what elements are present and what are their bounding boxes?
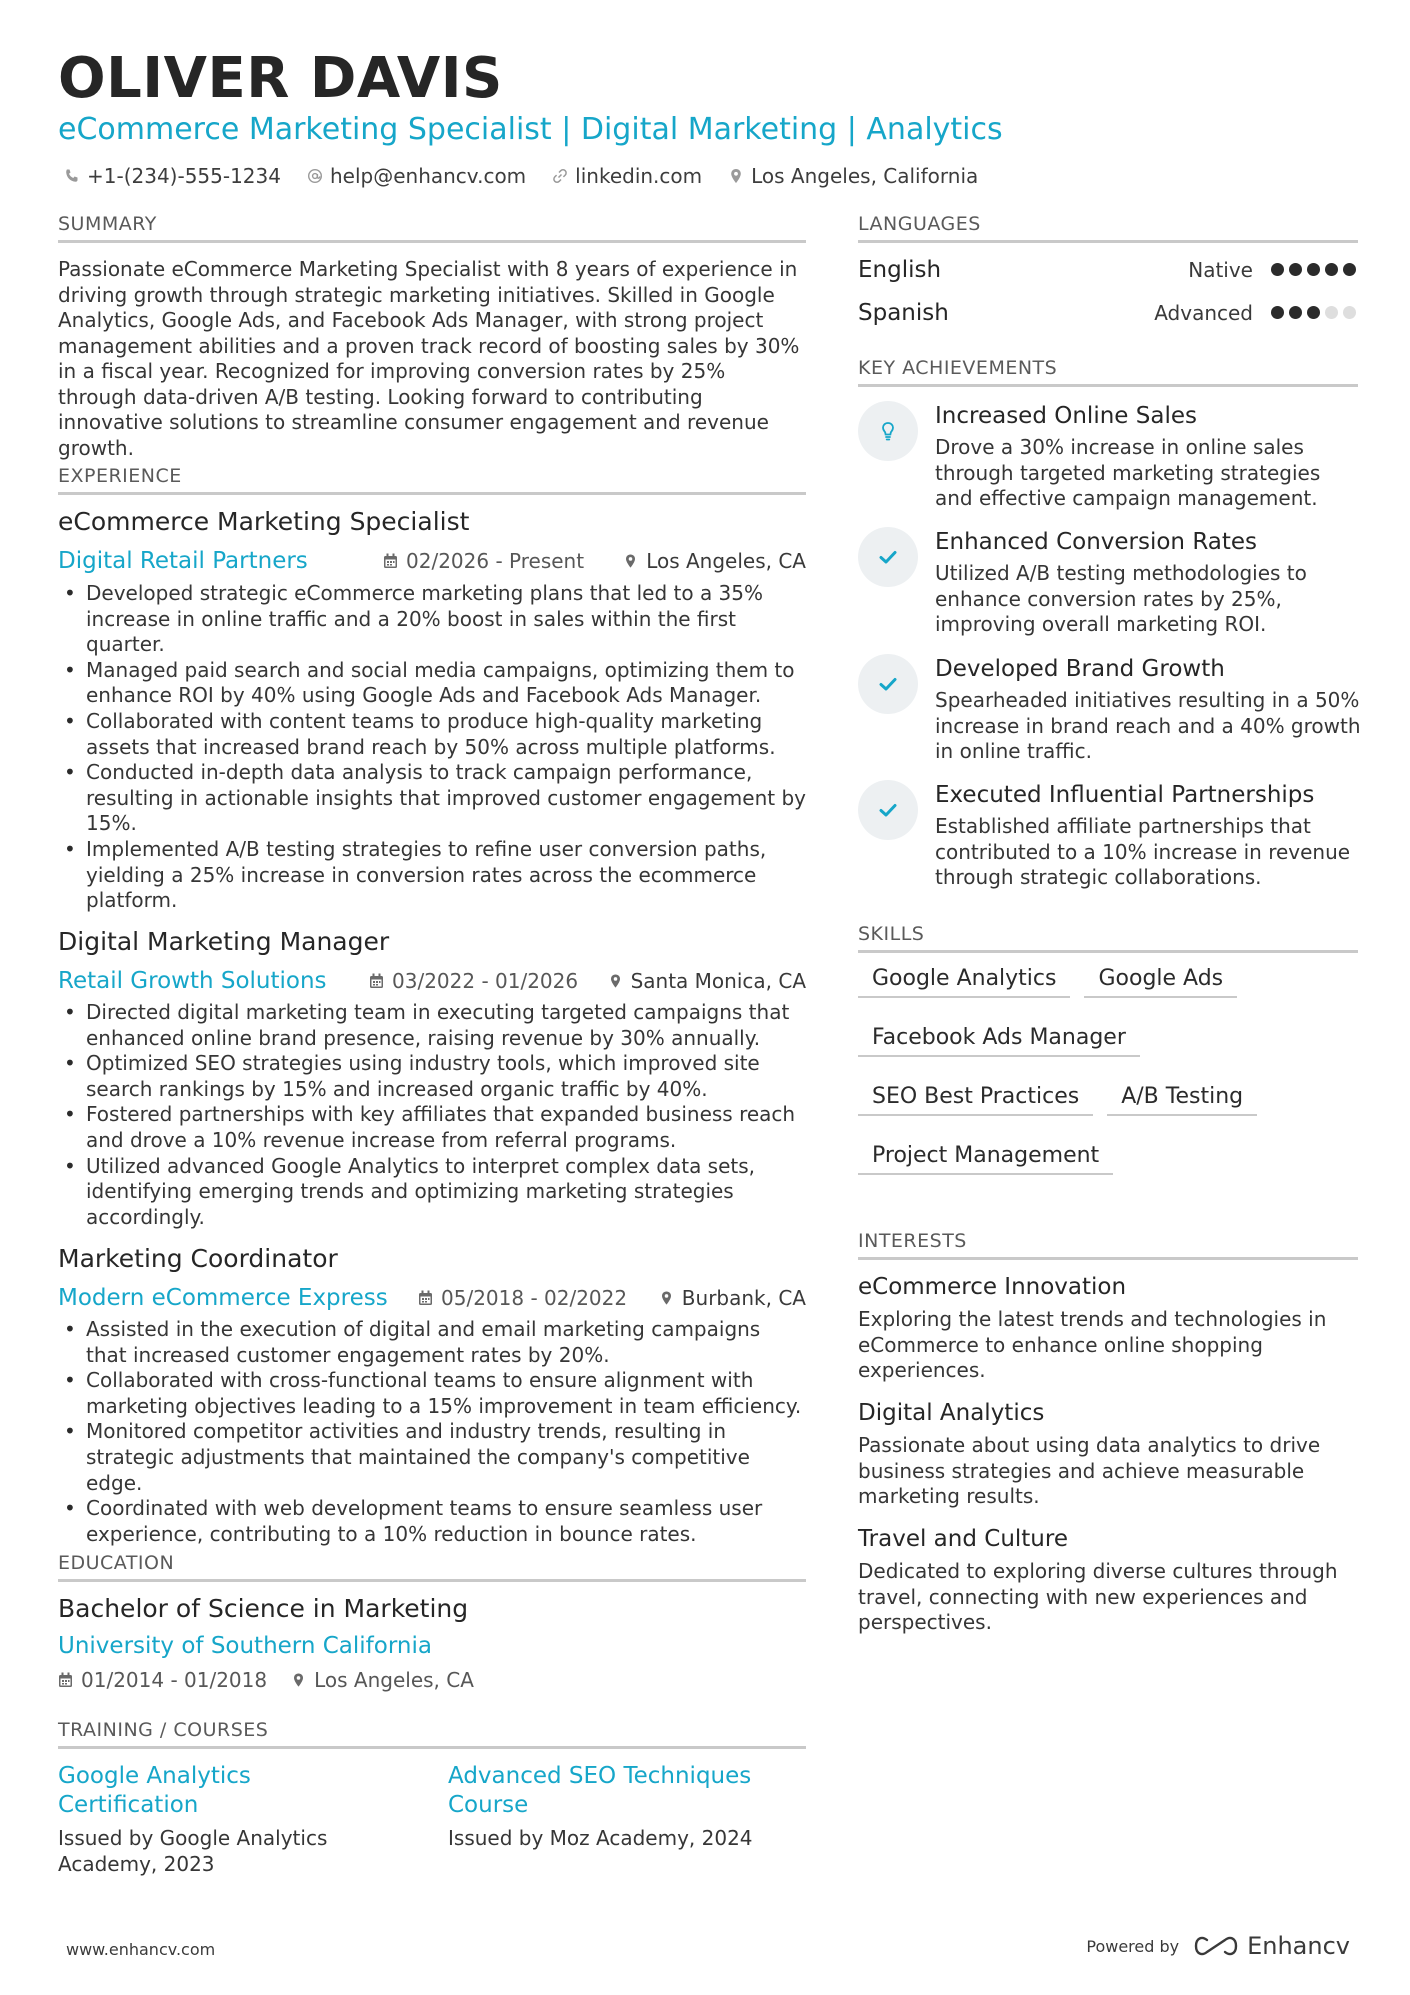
location-text: Los Angeles, California <box>751 164 979 188</box>
interest-desc: Exploring the latest trends and technologies in eCommerce to enhance online shopping experiences. <box>858 1307 1327 1382</box>
job-bullets <box>58 581 806 914</box>
achievements-heading: KEY ACHIEVEMENTS <box>858 356 1358 387</box>
achievement-title: Enhanced Conversion Rates <box>935 529 1258 555</box>
interests-heading: INTERESTS <box>858 1229 1358 1260</box>
phone-icon <box>64 168 80 184</box>
rating-dot-filled <box>1343 263 1356 276</box>
rating-dot-filled <box>1271 263 1284 276</box>
list-item: • Optimized SEO strategies using industry tools, which improved site search rankings by 15% and increased organic traffic by 40%. <box>58 1051 806 1102</box>
job-dates <box>369 968 578 994</box>
interest-title: eCommerce Innovation <box>858 1274 1127 1300</box>
enhancv-logo-icon <box>1193 1935 1239 1957</box>
email-text: help@enhancv.com <box>329 164 527 188</box>
rating-dot-filled <box>1325 263 1338 276</box>
course-item <box>58 1762 398 1877</box>
skill-tag: SEO Best Practices <box>858 1082 1093 1116</box>
experience-heading: EXPERIENCE <box>58 464 806 495</box>
list-item: • Directed digital marketing team in executing targeted campaigns that enhanced online brand presence, raising revenue by 30% annually. <box>58 1000 806 1051</box>
powered-by-text: Powered by <box>1086 1936 1180 1956</box>
skill-tag: Google Analytics <box>858 964 1070 998</box>
school-name[interactable]: University of Southern California <box>58 1633 432 1659</box>
job-location-text: Burbank, CA <box>681 1286 806 1310</box>
brand-name: Enhancv <box>1247 1932 1350 1960</box>
job-meta <box>58 546 806 576</box>
list-item: • Assisted in the execution of digital and email marketing campaigns that increased customer engagement rates by 20%. <box>58 1317 806 1368</box>
company-name[interactable]: Retail Growth Solutions <box>58 968 327 994</box>
summary-heading: SUMMARY <box>58 212 806 243</box>
check-icon <box>876 672 900 696</box>
achievement-icon-badge <box>858 527 918 587</box>
list-item: • Fostered partnerships with key affiliates that expanded business reach and drove a 10% revenue increase from referral programs. <box>58 1102 806 1153</box>
link-icon <box>552 168 568 184</box>
course-title[interactable]: Advanced SEO Techniques Course <box>448 1763 752 1818</box>
job-dates <box>418 1285 627 1311</box>
location-pin-icon <box>623 553 638 569</box>
contact-linkedin[interactable] <box>552 162 702 190</box>
achievement-desc: Established affiliate partnerships that contributed to a 10% increase in revenue through strategic collaborations. <box>935 814 1351 890</box>
list-item: • Collaborated with cross-functional teams to ensure alignment with marketing objectives leading to a 15% improvement in team efficiency. <box>58 1368 806 1419</box>
achievement-title: Developed Brand Growth <box>935 656 1225 682</box>
job-title: Digital Marketing Manager <box>58 927 390 956</box>
language-name: English <box>858 257 942 283</box>
rating-dot-filled <box>1289 263 1302 276</box>
summary-text: Passionate eCommerce Marketing Specialist with 8 years of experience in driving growth through strategic marketing initiatives. Skilled in Google Analytics, Google Ads, and Facebook Ads Manager, with strong project management abilities and a proven track record of boosting sales by 30% in a fiscal year. Recognized for improving conversion rates by 25% through data-driven A/B testing. Looking forward to contributing innovative solutions to streamline consumer engagement and revenue growth. <box>58 257 800 460</box>
achievement-desc: Drove a 30% increase in online sales through targeted marketing strategies and effective campaign management. <box>935 435 1321 511</box>
interest-title: Digital Analytics <box>858 1400 1045 1426</box>
list-item: • Utilized advanced Google Analytics to interpret complex data sets, identifying emerging trends and optimizing marketing strategies accordingly. <box>58 1154 806 1231</box>
education-dates-text: 01/2014 - 01/2018 <box>81 1668 268 1692</box>
education-meta <box>58 1667 474 1693</box>
candidate-tagline: eCommerce Marketing Specialist | Digital Marketing | Analytics <box>58 112 1003 147</box>
brand-logo[interactable] <box>1193 1932 1350 1960</box>
contact-bar <box>64 162 978 190</box>
candidate-name: OLIVER DAVIS <box>58 46 503 111</box>
degree-title: Bachelor of Science in Marketing <box>58 1594 469 1623</box>
achievement-icon-badge <box>858 401 918 461</box>
language-level: Native <box>1188 258 1253 282</box>
languages-heading: LANGUAGES <box>858 212 1358 243</box>
language-rating <box>1271 306 1356 319</box>
lightbulb-icon <box>876 419 900 443</box>
education-location <box>291 1667 474 1693</box>
job-dates-text: 05/2018 - 02/2022 <box>441 1286 628 1310</box>
achievement-icon-badge <box>858 780 918 840</box>
list-item: • Developed strategic eCommerce marketing plans that led to a 35% increase in online traffic and a 20% boost in sales within the first quarter. <box>58 581 806 658</box>
language-name: Spanish <box>858 300 949 326</box>
language-level: Advanced <box>1154 301 1253 325</box>
company-name[interactable]: Modern eCommerce Express <box>58 1285 388 1311</box>
phone-text: +1-(234)-555-1234 <box>87 164 281 188</box>
achievement-icon-badge <box>858 654 918 714</box>
calendar-icon <box>418 1290 433 1306</box>
list-item: • Coordinated with web development teams to ensure seamless user experience, contributing to a 10% reduction in bounce rates. <box>58 1496 806 1547</box>
list-item: • Monitored competitor activities and industry trends, resulting in strategic adjustments that maintained the company's competitive edge. <box>58 1419 806 1496</box>
location-pin-icon <box>659 1290 674 1306</box>
job-meta <box>58 966 806 996</box>
skill-tag: A/B Testing <box>1107 1082 1257 1116</box>
contact-email[interactable] <box>307 162 526 190</box>
job-location-text: Santa Monica, CA <box>630 969 806 993</box>
job-location <box>623 548 806 574</box>
course-title[interactable]: Google Analytics Certification <box>58 1763 251 1818</box>
job-dates-text: 03/2022 - 01/2026 <box>392 969 579 993</box>
course-item <box>448 1762 788 1851</box>
location-pin-icon <box>291 1672 306 1688</box>
language-row <box>858 255 1358 285</box>
job-title: eCommerce Marketing Specialist <box>58 507 470 536</box>
list-item: • Conducted in-depth data analysis to track campaign performance, resulting in actionable insights that improved customer engagement by 15%. <box>58 760 806 837</box>
check-icon <box>876 798 900 822</box>
location-pin-icon <box>608 973 623 989</box>
course-issuer: Issued by Google Analytics Academy, 2023 <box>58 1826 328 1876</box>
skill-tag: Project Management <box>858 1141 1113 1175</box>
interest-title: Travel and Culture <box>858 1526 1068 1552</box>
skill-tag: Google Ads <box>1084 964 1237 998</box>
contact-location <box>728 162 978 190</box>
linkedin-text: linkedin.com <box>575 164 703 188</box>
at-icon <box>307 168 323 184</box>
training-heading: TRAINING / COURSES <box>58 1718 806 1749</box>
calendar-icon <box>369 973 384 989</box>
interest-desc: Passionate about using data analytics to drive business strategies and achieve measurable marketing results. <box>858 1433 1321 1508</box>
calendar-icon <box>58 1672 73 1688</box>
rating-dot-empty <box>1343 306 1356 319</box>
contact-phone[interactable] <box>64 162 281 190</box>
job-bullets <box>58 1000 806 1230</box>
skill-tag: Facebook Ads Manager <box>858 1023 1140 1057</box>
course-issuer: Issued by Moz Academy, 2024 <box>448 1826 753 1850</box>
education-heading: EDUCATION <box>58 1551 806 1582</box>
rating-dot-filled <box>1271 306 1284 319</box>
company-name[interactable]: Digital Retail Partners <box>58 548 308 574</box>
rating-dot-filled <box>1307 306 1320 319</box>
education-location-text: Los Angeles, CA <box>314 1668 474 1692</box>
job-title: Marketing Coordinator <box>58 1244 338 1273</box>
footer-website[interactable]: www.enhancv.com <box>66 1940 216 1959</box>
interest-desc: Dedicated to exploring diverse cultures through travel, connecting with new experiences and perspectives. <box>858 1559 1338 1634</box>
achievement-desc: Utilized A/B testing methodologies to enhance conversion rates by 25%, improving overall marketing ROI. <box>935 561 1307 637</box>
job-location <box>608 968 806 994</box>
language-rating <box>1271 263 1356 276</box>
job-location-text: Los Angeles, CA <box>646 549 806 573</box>
rating-dot-filled <box>1307 263 1320 276</box>
job-location <box>659 1285 806 1311</box>
job-dates <box>383 548 584 574</box>
list-item: • Managed paid search and social media campaigns, optimizing them to enhance ROI by 40% using Google Ads and Facebook Ads Manager. <box>58 658 806 709</box>
education-dates <box>58 1667 267 1693</box>
achievement-title: Executed Influential Partnerships <box>935 782 1315 808</box>
job-meta <box>58 1283 806 1313</box>
job-bullets <box>58 1317 806 1547</box>
achievement-title: Increased Online Sales <box>935 403 1197 429</box>
language-row <box>858 298 1358 328</box>
footer-branding <box>1086 1932 1350 1960</box>
skills-heading: SKILLS <box>858 922 1358 953</box>
list-item: • Implemented A/B testing strategies to refine user conversion paths, yielding a 25% increase in conversion rates across the ecommerce platform. <box>58 837 806 914</box>
achievement-desc: Spearheaded initiatives resulting in a 50% increase in brand reach and a 40% growth in online traffic. <box>935 688 1361 764</box>
job-dates-text: 02/2026 - Present <box>406 549 585 573</box>
rating-dot-empty <box>1325 306 1338 319</box>
check-icon <box>876 545 900 569</box>
skills-list <box>858 964 1358 1200</box>
rating-dot-filled <box>1289 306 1302 319</box>
calendar-icon <box>383 553 398 569</box>
location-pin-icon <box>728 168 744 184</box>
list-item: • Collaborated with content teams to produce high-quality marketing assets that increased brand reach by 50% across multiple platforms. <box>58 709 806 760</box>
